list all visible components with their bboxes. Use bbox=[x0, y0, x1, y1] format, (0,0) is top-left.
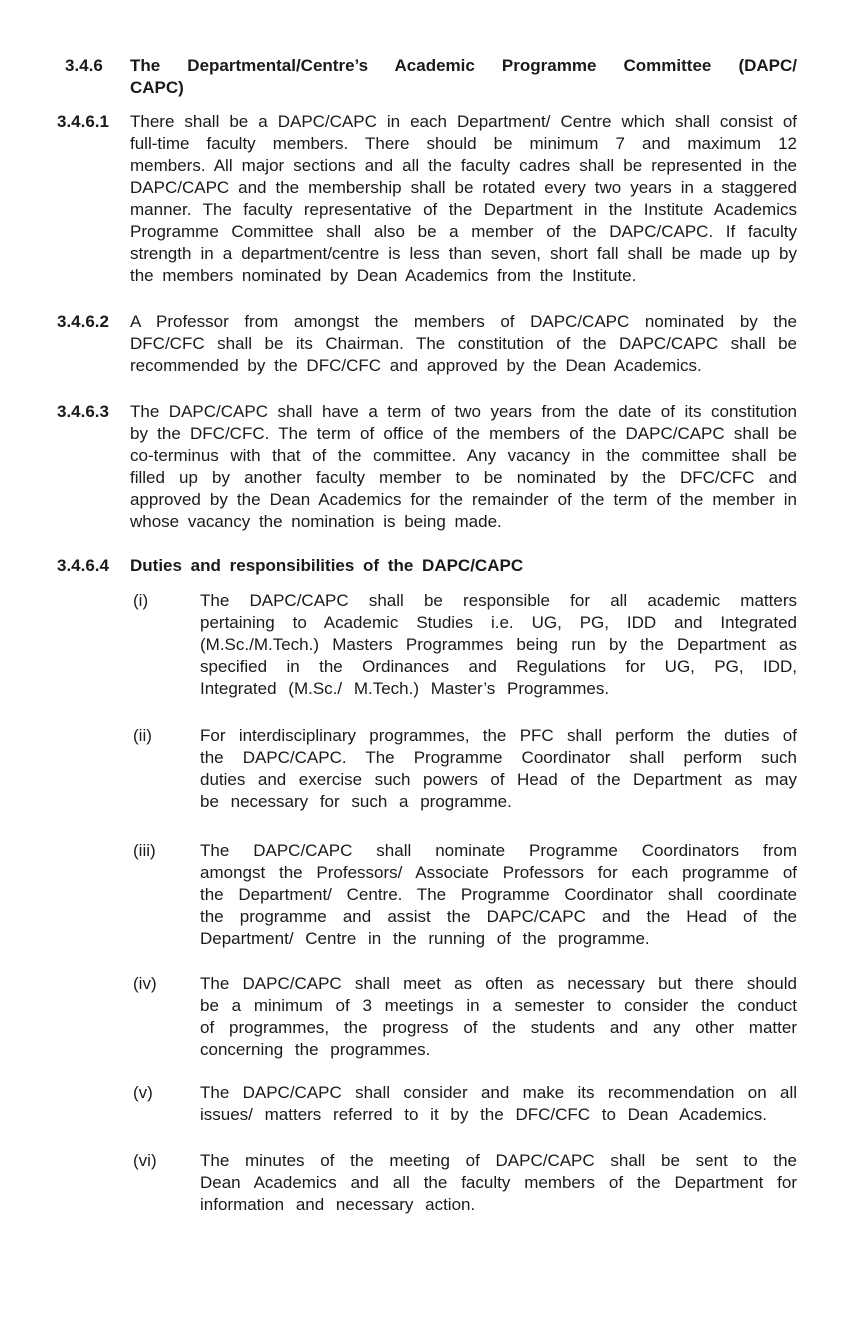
subheading-3-4-6-4 bbox=[0, 555, 797, 577]
duty-item-iv bbox=[0, 973, 797, 1061]
clause-text: The DAPC/CAPC shall have a term of two years from the date of its constitution by the DFC/CFC. The term of office of the members of the DAPC/CAPC shall be co-terminus with that of the committee. Any vacancy in the committee shall be filled up by another faculty member to be nominated by the DFC/CFC and approved by the Dean Academics for the remainder of the term of the member in whose vacancy the nomination is being made. bbox=[130, 402, 797, 531]
duty-text: The DAPC/CAPC shall nominate Programme Coordinators from amongst the Professors/ Associate Professors for each programme of the Department/ Centre. The Programme Coordinator shall coordinate the programme and assist the DAPC/CAPC and the Head of the Department/ Centre in the running of the programme. bbox=[200, 841, 797, 948]
section-3-4-6-heading bbox=[0, 55, 797, 99]
clause-text: There shall be a DAPC/CAPC in each Department/ Centre which shall consist of full-time faculty members. There should be minimum 7 and maximum 12 members. All major sections and all the faculty cadres shall be represented in the DAPC/CAPC and the membership shall be rotated every two years in a staggered manner. The faculty representative of the Department in the Institute Academics Programme Committee shall also be a member of the DAPC/CAPC. If faculty strength in a department/centre is less than seven, short fall shall be made up by the members nominated by Dean Academics from the Institute. bbox=[130, 112, 797, 285]
duty-label: (iv) bbox=[133, 974, 157, 993]
clause-number: 3.4.6.1 bbox=[57, 112, 109, 131]
duty-text: For interdisciplinary programmes, the PFC shall perform the duties of the DAPC/CAPC. The Programme Coordinator shall perform such duties and exercise such powers of Head of the Department as may be necessary for such a programme. bbox=[200, 726, 797, 811]
section-title-line2: CAPC) bbox=[130, 78, 184, 97]
subheading-number: 3.4.6.4 bbox=[57, 556, 109, 575]
subheading-title: Duties and responsibilities of the DAPC/CAPC bbox=[130, 556, 524, 575]
duty-item-v bbox=[0, 1082, 797, 1126]
duty-label: (v) bbox=[133, 1083, 153, 1102]
duty-item-iii bbox=[0, 840, 797, 950]
clause-3-4-6-1 bbox=[0, 111, 797, 287]
duty-text: The DAPC/CAPC shall be responsible for all academic matters pertaining to Academic Studies i.e. UG, PG, IDD and Integrated (M.Sc./M.Tech.) Masters Programmes being run by the Department as specified in the Ordinances and Regulations for UG, PG, IDD, Integrated (M.Sc./ M.Tech.) Master’s Programmes. bbox=[200, 591, 797, 698]
duty-text: The DAPC/CAPC shall meet as often as necessary but there should be a minimum of 3 meetings in a semester to consider the conduct of programmes, the progress of the students and any other matter concerning the programmes. bbox=[200, 974, 797, 1059]
duty-text: The DAPC/CAPC shall consider and make its recommendation on all issues/ matters referred to it by the DFC/CFC to Dean Academics. bbox=[200, 1083, 797, 1124]
section-title-line1: The Departmental/Centre’s Academic Programme Committee (DAPC/ bbox=[130, 56, 797, 75]
duty-item-vi bbox=[0, 1150, 797, 1216]
clause-number: 3.4.6.3 bbox=[57, 402, 109, 421]
duty-label: (iii) bbox=[133, 841, 156, 860]
duty-label: (ii) bbox=[133, 726, 152, 745]
section-number: 3.4.6 bbox=[65, 56, 103, 75]
duty-item-i bbox=[0, 590, 797, 700]
clause-text: A Professor from amongst the members of DAPC/CAPC nominated by the DFC/CFC shall be its Chairman. The constitution of the DAPC/CAPC shall be recommended by the DFC/CFC and approved by the Dean Academics. bbox=[130, 312, 797, 375]
duty-item-ii bbox=[0, 725, 797, 813]
duty-label: (i) bbox=[133, 591, 149, 610]
duty-label: (vi) bbox=[133, 1151, 157, 1170]
clause-3-4-6-3 bbox=[0, 401, 797, 533]
clause-3-4-6-2 bbox=[0, 311, 797, 377]
clause-number: 3.4.6.2 bbox=[57, 312, 109, 331]
duty-text: The minutes of the meeting of DAPC/CAPC shall be sent to the Dean Academics and all the faculty members of the Department for information and necessary action. bbox=[200, 1151, 797, 1214]
